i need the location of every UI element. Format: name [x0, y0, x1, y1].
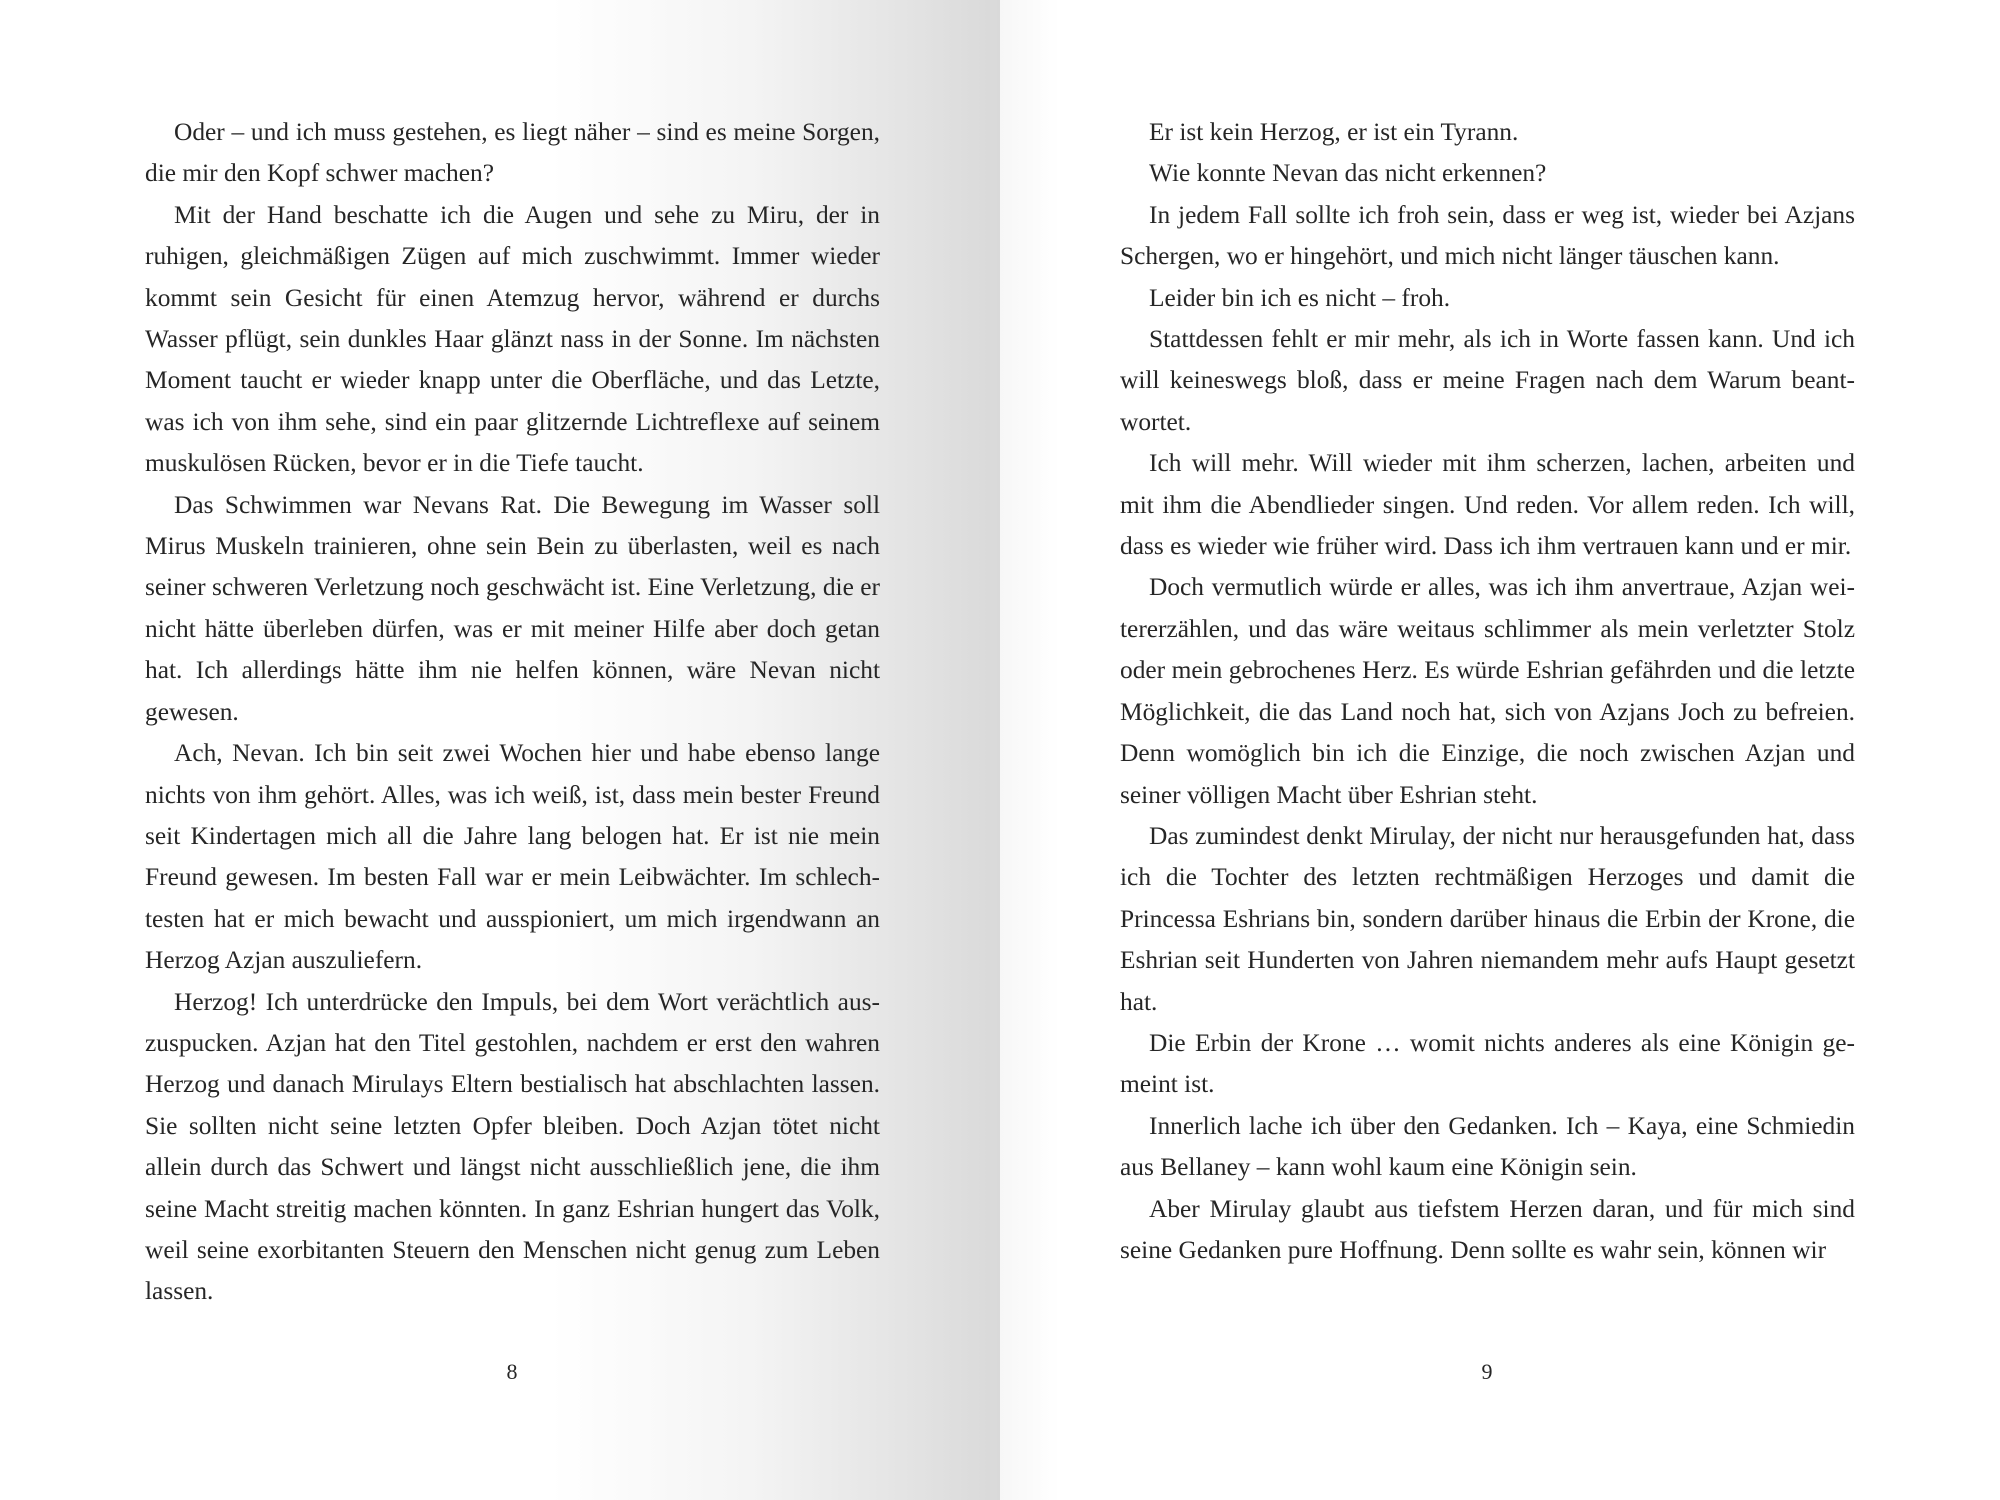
paragraph: In jedem Fall sollte ich froh sein, dass er weg ist, wieder bei Azjans Schergen, wo er hingehört, und mich nicht länger täuschen kann.: [1120, 200, 1855, 271]
left-page-text: [145, 112, 880, 1313]
paragraph: Wie konnte Nevan das nicht erkennen?: [1149, 159, 1547, 188]
paragraph: Das Schwimmen war Nevans Rat. Die Bewegung im Wasser soll Mirus Muskeln trainieren, ohne sein Bein zu überlasten, weil es nach seiner schweren Verletzung noch geschwächt ist. Eine Verletzung, die er nicht hätte überleben dürfen, was er mit meiner Hilfe aber doch getan hat. Ich allerdings hätte ihm nie helfen können, wäre Nevan nicht gewesen.: [145, 490, 880, 726]
page-number-left: 8: [506, 1359, 518, 1384]
right-page-text: [1120, 112, 1855, 1271]
paragraph: Stattdessen fehlt er mir mehr, als ich in Worte fassen kann. Und ich will keineswegs bloß, dass er meine Fragen nach dem Warum beantwortet.: [1120, 325, 1855, 436]
paragraph: Innerlich lache ich über den Gedanken. Ich – Kaya, eine Schmiedin aus Bellaney – kann wohl kaum eine Königin sein.: [1120, 1111, 1855, 1182]
paragraph: Ich will mehr. Will wieder mit ihm scherzen, lachen, arbeiten und mit ihm die Abendlieder singen. Und reden. Vor allem reden. Ich will, dass es wieder wie früher wird. Dass ich ihm vertrauen kann und er mir.: [1120, 449, 1855, 561]
right-page: [1000, 0, 2000, 1500]
paragraph: Die Erbin der Krone … womit nichts anderes als eine Königin gemeint ist.: [1120, 1028, 1855, 1099]
page-number-right: 9: [1481, 1359, 1493, 1384]
paragraph: Ach, Nevan. Ich bin seit zwei Wochen hier und habe ebenso lange nichts von ihm gehört. Alles, was ich weiß, ist, dass mein bester Freund seit Kindertagen mich all die Jahre lang belogen hat. Er ist nie mein Freund gewesen. Im besten Fall war er mein Leibwächter. Im schlechtesten hat er mich bewacht und ausspioniert, um mich irgendwann an Herzog Azjan auszuliefern.: [145, 739, 880, 975]
paragraph: Herzog! Ich unterdrücke den Impuls, bei dem Wort verächtlich auszuspucken. Azjan hat den Titel gestohlen, nachdem er erst den wahren Herzog und danach Mirulays Eltern bestialisch hat abschlachten lassen. Sie sollten nicht seine letzten Opfer bleiben. Doch Azjan tötet nicht allein durch das Schwert und längst nicht ausschließlich jene, die ihm seine Macht streitig machen könnten. In ganz Eshrian hungert das Volk, weil seine exorbitanten Steuern den Menschen nicht genug zum Leben lassen.: [145, 987, 880, 1306]
paragraph: Er ist kein Herzog, er ist ein Tyrann.: [1149, 118, 1519, 146]
paragraph: Leider bin ich es nicht – froh.: [1149, 283, 1451, 312]
paragraph: Mit der Hand beschatte ich die Augen und sehe zu Miru, der in ruhigen, gleichmäßigen Zügen auf mich zuschwimmt. Immer wieder kommt sein Gesicht für einen Atemzug hervor, während er durchs Wasser pflügt, sein dunkles Haar glänzt nass in der Sonne. Im nächsten Moment taucht er wieder knapp unter die Oberfläche, und das Letzte, was ich von ihm sehe, sind ein paar glitzernde Lichtreflexe auf seinem muskulösen Rücken, bevor er in die Tiefe taucht.: [145, 200, 880, 478]
paragraph: Aber Mirulay glaubt aus tiefstem Herzen daran, und für mich sind seine Gedanken pure Hoffnung. Denn sollte es wahr sein, können wir: [1120, 1194, 1855, 1264]
paragraph: Das zumindest denkt Mirulay, der nicht nur herausgefunden hat, dass ich die Tochter des letzten rechtmäßigen Herzoges und damit die Princessa Eshrians bin, sondern darüber hinaus die Erbin der Krone, die Eshrian seit Hunderten von Jahren niemandem mehr aufs Haupt gesetzt hat.: [1120, 821, 1855, 1016]
paragraph: Oder – und ich muss gestehen, es liegt näher – sind es meine Sorgen, die mir den Kopf schwer machen?: [145, 118, 880, 188]
paragraph: Doch vermutlich würde er alles, was ich ihm anvertraue, Azjan weitererzählen, und das wäre weitaus schlimmer als mein verletzter Stolz oder mein gebrochenes Herz. Es würde Eshrian gefährden und die letzte Möglichkeit, die das Land noch hat, sich von Azjans Joch zu befreien. Denn womöglich bin ich die Einzige, die noch zwischen Azjan und seiner völligen Macht über Eshrian steht.: [1120, 573, 1855, 809]
